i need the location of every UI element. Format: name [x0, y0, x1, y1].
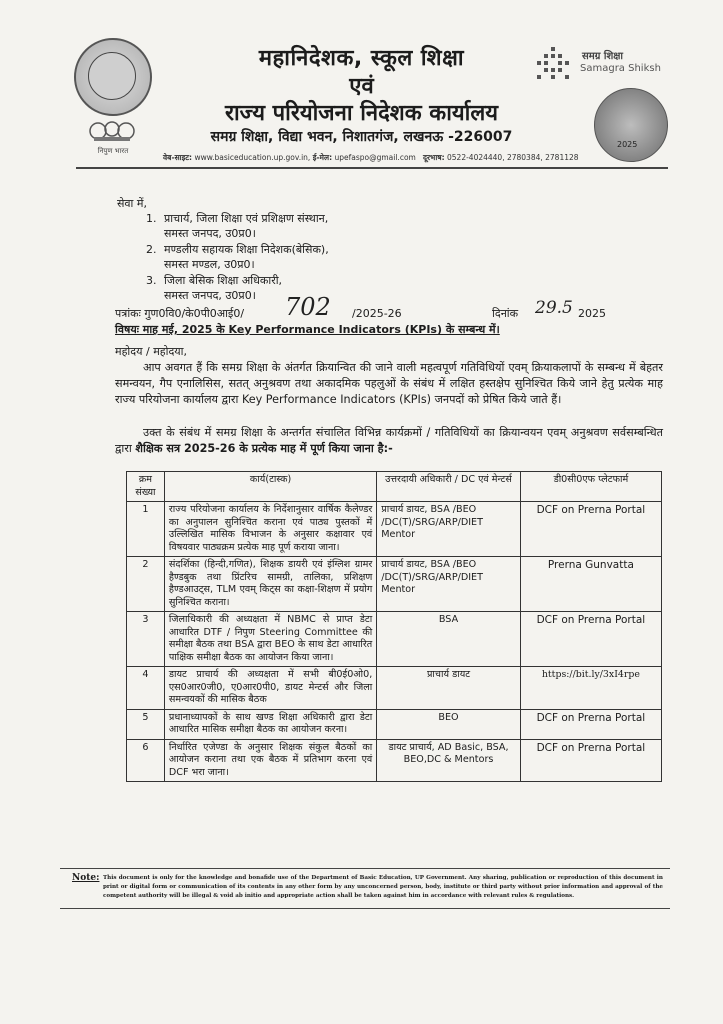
row-responsible: डायट प्राचार्य, AD Basic, BSA, BEO,DC & Mentors — [377, 739, 521, 782]
row-sn: 6 — [127, 739, 165, 782]
header-sn: क्रम संख्या — [127, 472, 165, 502]
date-handwritten: 29.5 — [535, 298, 573, 318]
addressee-2-num: 2. — [146, 243, 157, 256]
row-responsible: BEO — [377, 709, 521, 739]
contact-website-link[interactable]: www.basiceducation.up.gov.in, — [194, 153, 311, 162]
paragraph-2 — [115, 425, 663, 457]
row-sn: 4 — [127, 667, 165, 710]
patrank-year: /2025-26 — [352, 307, 402, 320]
patrank-number: 702 — [285, 293, 331, 321]
note-text: This document is only for the knowledge and bonafide use of the Department of Basic Education, UP Government. Any sharing, publication or reproduction of this document in print or digital form or communication of its contents in any other form by any unconcerned person, body, institute or third party without prior information and approval of the competent authority will be illegal & void ab initio and appropriate action shall be taken against him in accordance with relevant rules & regulations. — [103, 875, 663, 899]
row-task: डायट प्राचार्य की अध्यक्षता में सभी बी0ई0ओ0, एस0आर0जी0, ए0आर0पी0, डायट मेन्टर्स और जिला समन्वयकों की मासिक बैठक — [164, 667, 376, 710]
samagra-logo-english: Samagra Shiksh — [580, 63, 661, 74]
contact-phone: 0522-4024440, 2780384, 2781128 — [447, 153, 579, 162]
addressee-2-line1: मण्डलीय सहायक शिक्षा निदेशक(बेसिक), — [164, 243, 329, 256]
subject-line: विषयः माह मई, 2025 के Key Performance Indicators (KPIs) के सम्बन्ध में। — [115, 323, 500, 336]
table-row — [127, 739, 662, 782]
header-task: कार्य(टास्क) — [164, 472, 376, 502]
table-row — [127, 709, 662, 739]
row-sn: 2 — [127, 557, 165, 612]
date-label: दिनांक — [492, 307, 519, 320]
row-task: निर्धारित एजेण्डा के अनुसार शिक्षक संकुल बैठकों का आयोजन कराना तथा एक बैठक में प्रतिभाग करना एवं DCF भरा जाना। — [164, 739, 376, 782]
row-task: प्रधानाध्यापकों के साथ खण्ड शिक्षा अधिकारी द्वारा डेटा आधारित मासिक समीक्षा बैठक का आयोजन करना। — [164, 709, 376, 739]
header-divider — [76, 167, 668, 169]
row-sn: 1 — [127, 502, 165, 557]
addressee-1-num: 1. — [146, 212, 157, 225]
header-title-line3: राज्य परियोजना निदेशक कार्यालय — [224, 101, 499, 126]
addressee-3-num: 3. — [146, 274, 157, 287]
row-sn: 5 — [127, 709, 165, 739]
row-platform: DCF on Prerna Portal — [520, 612, 661, 667]
header-title-line1: महानिदेशक, स्कूल शिक्षा — [258, 46, 465, 71]
header-address: समग्र शिक्षा, विद्या भवन, निशातगंज, लखनऊ -226007 — [210, 129, 513, 145]
table-row — [127, 502, 662, 557]
paragraph-2-bold: शैक्षिक सत्र 2025-26 के प्रत्येक माह में पूर्ण किया जाना है:- — [135, 442, 393, 455]
samagra-shiksha-logo-icon — [533, 45, 575, 87]
row-task: राज्य परियोजना कार्यालय के निर्देशानुसार वार्षिक कैलेण्डर का अनुपालन सुनिश्चित कराना एवं पाठ्य पुस्तकों में उल्लिखित मासिक विभाजन के अनुसार कक्षावार एवं विषयवार पाठ्यक्रम प्रत्येक माह पूर्ण कराया जाना। — [164, 502, 376, 557]
row-responsible: प्राचार्य डायट, BSA /BEO /DC(T)/SRG/ARP/DIET Mentor — [377, 557, 521, 612]
salutation: महोदय / महोदया, — [115, 345, 188, 358]
addressee-1-line1: प्राचार्य, जिला शिक्षा एवं प्रशिक्षण संस्थान, — [164, 212, 329, 225]
note-divider-top — [60, 868, 670, 869]
samagra-seal-icon — [594, 88, 668, 162]
table-row — [127, 667, 662, 710]
header-responsible: उत्तरदायी अधिकारी / DC एवं मेन्टर्स — [377, 472, 521, 502]
addressee-3-line1: जिला बेसिक शिक्षा अधिकारी, — [164, 274, 283, 287]
row-sn: 3 — [127, 612, 165, 667]
row-responsible: प्राचार्य डायट — [377, 667, 521, 710]
table-row — [127, 557, 662, 612]
nipun-bharat-label: निपुण भारत — [97, 147, 129, 155]
row-platform: DCF on Prerna Portal — [520, 739, 661, 782]
date-year: 2025 — [578, 307, 606, 320]
kpi-table — [126, 471, 662, 782]
salutation-intro: सेवा में, — [117, 197, 147, 210]
header-contact — [163, 153, 579, 163]
seal-year: 2025 — [617, 140, 638, 149]
header-platform: डी0सी0एफ प्लेटफार्म — [520, 472, 661, 502]
note-label: Note: — [72, 873, 100, 883]
addressee-3-line2: समस्त जनपद, उ0प्र0। — [164, 289, 256, 302]
row-task: जिलाधिकारी की अध्यक्षता में NBMC से प्राप्त डेटा आधारित DTF / निपुण Steering Committee की समीक्षा बैठक तथा BSA द्वारा BEO के साथ डेटा आधारित पाक्षिक समीक्षा बैठक का आयोजन किया जाना। — [164, 612, 376, 667]
contact-email-link[interactable]: upefaspo@gmail.com — [334, 153, 416, 162]
row-responsible: BSA — [377, 612, 521, 667]
paragraph-2-text: उक्त के संबंध में समग्र शिक्षा के अन्तर्गत संचालित विभिन्न कार्यक्रमों / गतिविधियों का क्रियान्वयन एवम् अनुश्रवण सर्वसम्बन्धित द्वारा — [115, 426, 663, 455]
contact-email-label: ई-मेल: — [312, 153, 333, 162]
row-platform: DCF on Prerna Portal — [520, 709, 661, 739]
table-header-row — [127, 472, 662, 502]
addressee-1-line2: समस्त जनपद, उ0प्र0। — [164, 227, 256, 240]
row-responsible: प्राचार्य डायट, BSA /BEO /DC(T)/SRG/ARP/DIET Mentor — [377, 502, 521, 557]
patrank-label: पत्रांकः गुण0वि0/के0पी0आई0/ — [115, 307, 245, 320]
contact-phone-label: दूरभाष: — [423, 153, 445, 162]
addressee-2-line2: समस्त मण्डल, उ0प्र0। — [164, 258, 255, 271]
note-divider-bottom — [60, 908, 670, 909]
header-title-line2: एवं — [349, 74, 374, 99]
row-platform: Prerna Gunvatta — [520, 557, 661, 612]
row-platform: DCF on Prerna Portal — [520, 502, 661, 557]
contact-web-label: वेब-साइट: — [163, 153, 193, 162]
row-task: संदर्शिका (हिन्दी,गणित), शिक्षक डायरी एवं इंग्लिश ग्रामर हैण्डबुक तथा प्रिंटरिच सामग्री, तालिका, प्रशिक्षण हैण्डआउट्स, TLM एवम् किट्स का कक्षा-शिक्षण में प्रयोग सुनिश्चित कराना। — [164, 557, 376, 612]
table-row — [127, 612, 662, 667]
samagra-logo-hindi: समग्र शिक्षा — [582, 51, 624, 62]
paragraph-1: आप अवगत हैं कि समग्र शिक्षा के अंतर्गत क्रियान्वित की जाने वाली महत्वपूर्ण गतिविधियों एवम् क्रियाकलापों के सम्बन्ध में बेहतर समन्वयन, गैप एनालिसिस, सतत् अनुश्रवण तथा अकादमिक पहलुओं के संबंध में लक्षित हस्तक्षेप सुनिश्चित किये जाने हेतु प्रत्येक माह राज्य परियोजना कार्यालय द्वारा Key Performance Indicators (KPIs) जनपदों को प्रेषित किये जाते हैं। — [115, 361, 663, 406]
row-platform-link[interactable]: https://bit.ly/3xI4rpe — [520, 667, 661, 710]
